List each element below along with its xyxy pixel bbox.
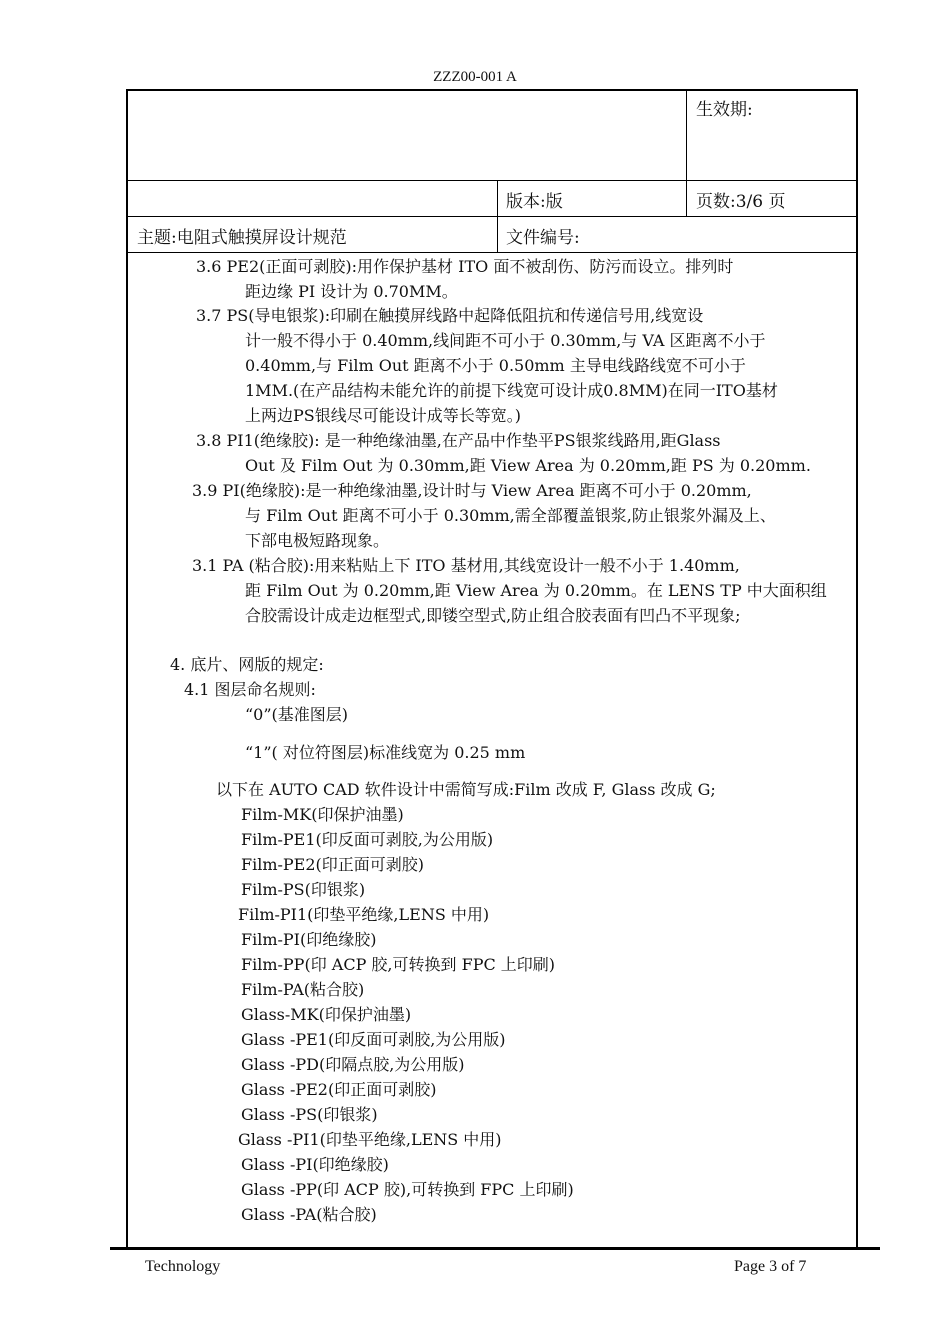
layer-list-item: Glass -PI(印绝缘胶) (241, 1155, 389, 1174)
layer-list-item: Glass -PD(印隔点胶,为公用版) (241, 1055, 465, 1074)
section-3-8-line-2: Out 及 Film Out 为 0.30mm,距 View Area 为 0.20mm,距 PS 为 0.20mm. (245, 456, 811, 475)
layer-list-item: Film-MK(印保护油墨) (241, 805, 404, 824)
header-divider-right (686, 91, 687, 217)
section-4-1-heading: 4.1 图层命名规则: (184, 680, 316, 699)
layer-list-item: Film-PE1(印反面可剥胶,为公用版) (241, 830, 494, 849)
layer-list-item: Glass-MK(印保护油墨) (241, 1005, 412, 1024)
section-3-1-line-2: 距 Film Out 为 0.20mm,距 View Area 为 0.20mm。在 LENS TP 中大面积组 (245, 581, 827, 600)
section-3-7-line-4: 1MM.(在产品结构未能允许的前提下线宽可设计成0.8MM)在同一ITO基材 (245, 381, 778, 400)
layer-1-rule: “1”( 对位符图层)标准线宽为 0.25 mm (245, 743, 526, 762)
file-number-label: 文件编号: (506, 228, 580, 248)
header-divider-middle (497, 181, 498, 253)
layer-list-item: Glass -PE1(印反面可剥胶,为公用版) (241, 1030, 506, 1049)
layer-list-item: Film-PE2(印正面可剥胶) (241, 855, 425, 874)
layer-list-item: Glass -PP(印 ACP 胶),可转换到 FPC 上印刷) (241, 1180, 574, 1199)
footer-left-text: Technology (145, 1258, 221, 1275)
layer-0-rule: “0”(基准图层) (245, 705, 349, 724)
layer-list-item: Film-PP(印 ACP 胶,可转换到 FPC 上印刷) (241, 955, 556, 974)
layer-list-item: Film-PI1(印垫平绝缘,LENS 中用) (238, 905, 490, 924)
section-3-1-line-1: 3.1 PA (粘合胶):用来粘贴上下 ITO 基材用,其线宽设计一般不小于 1.40mm, (192, 556, 740, 575)
section-3-9-line-3: 下部电极短路现象。 (245, 531, 390, 550)
layer-list-item: Film-PA(粘合胶) (241, 980, 365, 999)
section-3-9-line-1: 3.9 PI(绝缘胶):是一种绝缘油墨,设计时与 View Area 距离不可小于 0.20mm, (192, 481, 752, 500)
section-3-6-line-2: 距边缘 PI 设计为 0.70MM。 (245, 282, 458, 301)
section-3-6-line-1: 3.6 PE2(正面可剥胶):用作保护基材 ITO 面不被刮伤、防污而设立。排列时 (196, 257, 734, 276)
section-3-7-line-2: 计一般不得小于 0.40mm,线间距不可小于 0.30mm,与 VA 区距离不小于 (245, 331, 766, 350)
layer-list-item: Film-PI(印绝缘胶) (241, 930, 377, 949)
layer-list-item: Glass -PE2(印正面可剥胶) (241, 1080, 437, 1099)
section-3-7-line-1: 3.7 PS(导电银浆):印刷在触摸屏线路中起降低阻抗和传递信号用,线宽设 (196, 306, 704, 325)
section-3-8-line-1: 3.8 PI1(绝缘胶): 是一种绝缘油墨,在产品中作垫平PS银浆线路用,距Glass (196, 431, 721, 450)
abbreviation-note: 以下在 AUTO CAD 软件设计中需简写成:Film 改成 F, Glass 改成 G; (216, 780, 716, 799)
section-3-7-line-3: 0.40mm,与 Film Out 距离不小于 0.50mm 主导电线路线宽不可小于 (245, 356, 746, 375)
section-3-7-line-5: 上两边PS银线尽可能设计成等长等宽。) (245, 406, 521, 425)
page-count-label: 页数:3/6 页 (696, 192, 786, 212)
layer-list-item: Glass -PI1(印垫平绝缘,LENS 中用) (238, 1130, 502, 1149)
effective-date-label: 生效期: (696, 100, 753, 120)
section-3-9-line-2: 与 Film Out 距离不可小于 0.30mm,需全部覆盖银浆,防止银浆外漏及上、 (245, 506, 776, 525)
subject-label: 主题:电阻式触摸屏设计规范 (137, 228, 347, 248)
layer-list-item: Glass -PS(印银浆) (241, 1105, 378, 1124)
layer-list-item: Glass -PA(粘合胶) (241, 1205, 377, 1224)
document-code: ZZZ00-001 A (433, 69, 517, 85)
section-4-heading: 4. 底片、网版的规定: (170, 655, 324, 674)
footer-rule (110, 1247, 880, 1250)
version-label: 版本:版 (506, 192, 563, 212)
footer-page-number: Page 3 of 7 (734, 1258, 807, 1275)
layer-list-item: Film-PS(印银浆) (241, 880, 366, 899)
section-3-1-line-3: 合胶需设计成走边框型式,即镂空型式,防止组合胶表面有凹凸不平现象; (245, 606, 741, 625)
